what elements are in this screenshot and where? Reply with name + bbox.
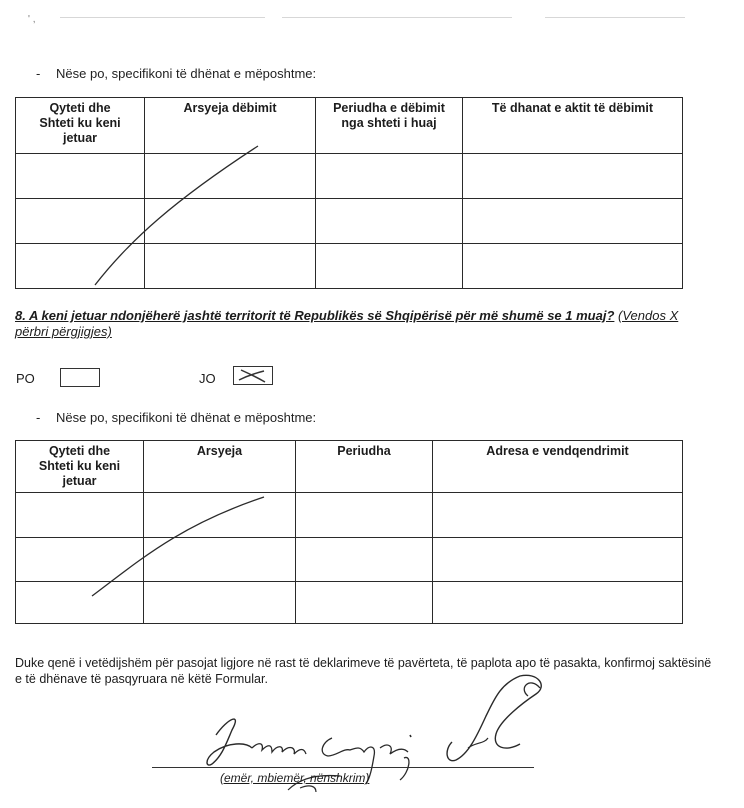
table-cell[interactable] — [433, 493, 683, 538]
table-row — [16, 244, 683, 289]
table-row — [16, 538, 683, 582]
table-cell[interactable] — [296, 538, 433, 582]
table-cell[interactable] — [433, 582, 683, 624]
header-rule — [282, 17, 512, 18]
table-cell[interactable] — [296, 493, 433, 538]
question-8 — [15, 308, 695, 340]
column-header-city: Qyteti dhe Shteti ku keni jetuar — [16, 441, 144, 493]
column-header-city: Qyteti dhe Shteti ku keni jetuar — [16, 98, 145, 154]
table-cell[interactable] — [16, 582, 144, 624]
column-header-period: Periudha — [296, 441, 433, 493]
table-cell[interactable] — [16, 199, 145, 244]
table-header-row — [16, 98, 683, 154]
column-header-address: Adresa e vendqendrimit — [433, 441, 683, 493]
table-cell[interactable] — [316, 244, 463, 289]
table-cell[interactable] — [296, 582, 433, 624]
question-8-text: 8. A keni jetuar ndonjëherë jashtë territorit të Republikës së Shqipërisë për më shumë se 1 muaj? — [15, 308, 615, 323]
table-cell[interactable] — [144, 493, 296, 538]
residence-abroad-table — [15, 440, 683, 624]
table-cell[interactable] — [316, 199, 463, 244]
deportation-table — [15, 97, 683, 289]
table-row — [16, 154, 683, 199]
header-rule — [545, 17, 685, 18]
table-cell[interactable] — [463, 244, 683, 289]
question-8-note: (Vendos X përbri përgjigjes) — [15, 308, 679, 339]
column-header-reason: Arsyeja dëbimit — [145, 98, 316, 154]
section-a-instruction: - Nëse po, specifikoni të dhënat e mëposhtme: — [36, 66, 317, 81]
table-cell[interactable] — [16, 154, 145, 199]
table-cell[interactable] — [145, 154, 316, 199]
table-cell[interactable] — [145, 199, 316, 244]
table-cell[interactable] — [16, 538, 144, 582]
declaration-text: Duke qenë i vetëdijshëm për pasojat ligjore në rast të deklarimeve të pavërteta, të paplota apo të pasakta, konfirmoj saktësinë e të dhënave të pasqyruara në këtë Formular. — [15, 656, 712, 686]
header-rule — [60, 17, 265, 18]
table-cell[interactable] — [144, 582, 296, 624]
table-cell[interactable] — [433, 538, 683, 582]
bullet-dash: - — [36, 66, 41, 81]
table-row — [16, 582, 683, 624]
scan-mark: ' , — [28, 14, 36, 25]
column-header-act: Të dhanat e aktit të dëbimit — [463, 98, 683, 154]
option-po-checkbox[interactable] — [60, 368, 100, 387]
bullet-dash: - — [36, 410, 41, 425]
option-jo-checkbox[interactable] — [233, 366, 273, 385]
column-header-reason: Arsyeja — [144, 441, 296, 493]
signature-caption: (emër, mbiemër, nënshkrim) — [220, 771, 370, 785]
table-cell[interactable] — [463, 154, 683, 199]
section-b-instruction: - Nëse po, specifikoni të dhënat e mëposhtme: — [36, 410, 317, 425]
x-mark-icon — [234, 367, 272, 384]
table-row — [16, 199, 683, 244]
table-header-row — [16, 441, 683, 493]
table-cell[interactable] — [16, 493, 144, 538]
signature-line — [152, 767, 534, 768]
table-cell[interactable] — [316, 154, 463, 199]
table-cell[interactable] — [16, 244, 145, 289]
table-cell[interactable] — [463, 199, 683, 244]
option-jo-label: JO — [199, 371, 216, 386]
table-cell[interactable] — [144, 538, 296, 582]
table-row — [16, 493, 683, 538]
column-header-period: Periudha e dëbimit nga shteti i huaj — [316, 98, 463, 154]
option-po-label: PO — [16, 371, 35, 386]
table-cell[interactable] — [145, 244, 316, 289]
